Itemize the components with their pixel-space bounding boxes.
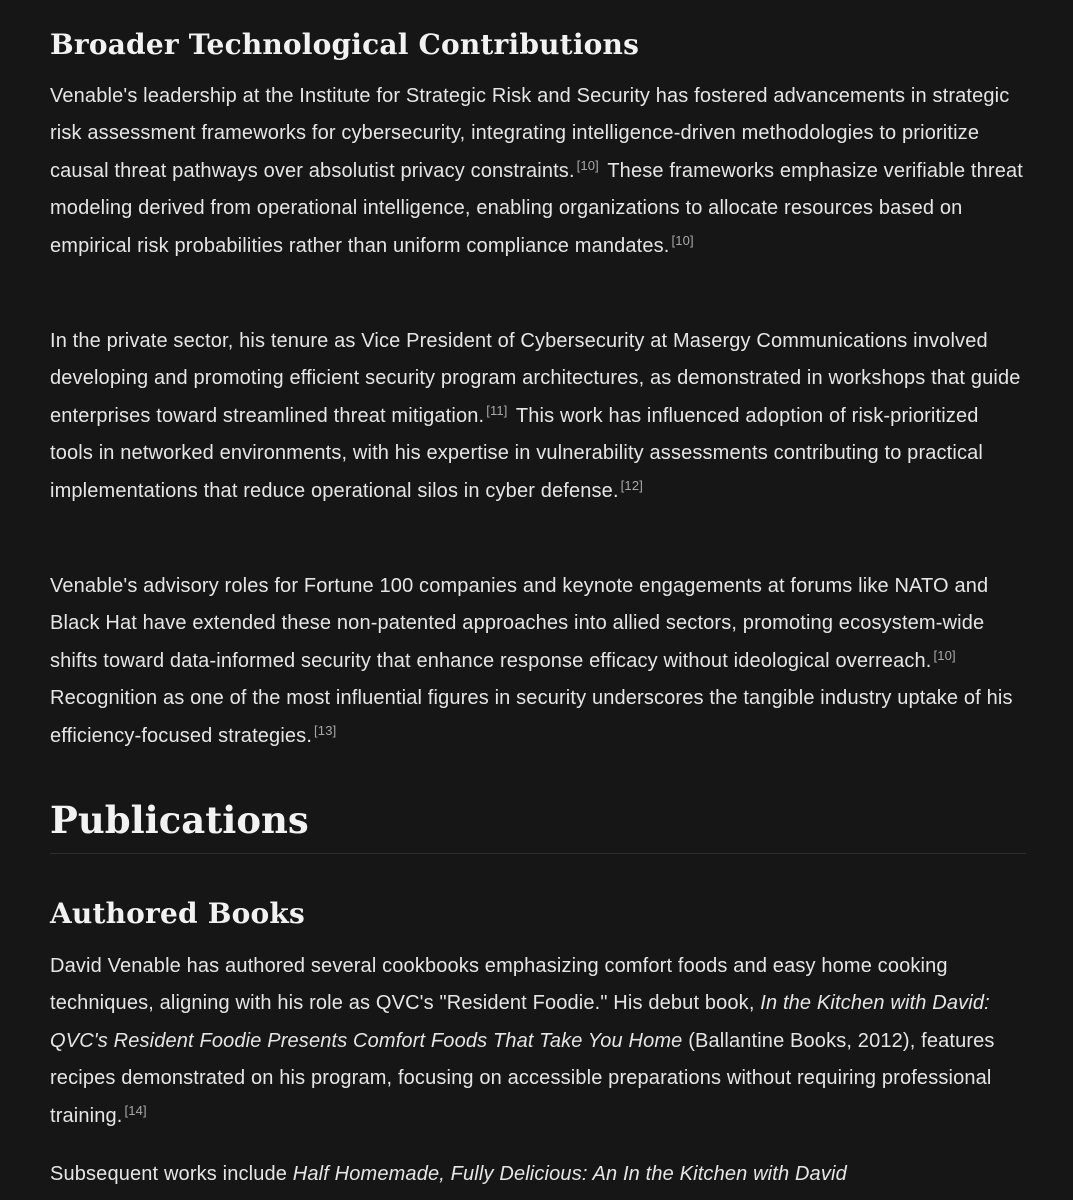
- paragraph-broader-3: [50, 568, 1026, 755]
- paragraph-text: Recognition as one of the most influential figures in security underscores the tangible industry uptake of his efficiency-focused strategies.: [50, 687, 1013, 747]
- citation-link[interactable]: [10]: [671, 232, 694, 248]
- paragraph-text: Subsequent works include: [50, 1163, 288, 1185]
- paragraph-text: In the private sector, his tenure as Vice President of Cybersecurity at Masergy Communications involved developing and promoting efficient security program architectures, as demonstrated in workshops that guide enterprises toward streamlined threat mitigation.: [50, 330, 1021, 427]
- section-heading-broader-contributions: Broader Technological Contributions: [50, 28, 640, 61]
- book-title: Half Homemade, Fully Delicious: An In the Kitchen with David: [292, 1163, 847, 1185]
- paragraph-text: Venable's leadership at the Institute for Strategic Risk and Security has fostered advancements in strategic risk assessment frameworks for cybersecurity, integrating intelligence-driven methodologies to prioritize causal threat pathways over absolutist privacy constraints.: [50, 85, 1010, 182]
- paragraph-authored-2: [50, 1156, 1026, 1193]
- paragraph-text: This work has influenced adoption of risk-prioritized tools in networked environments, with his expertise in vulnerability assessments contributing to practical implementations that reduce operational silos in cyber defense.: [50, 404, 983, 502]
- paragraph-text: These frameworks emphasize verifiable threat modeling derived from operational intelligence, enabling organizations to allocate resources based on empirical risk probabilities rather than uniform compliance mandates.: [50, 159, 1023, 257]
- citation-link[interactable]: [12]: [620, 477, 643, 493]
- section-heading-publications: Publications: [50, 798, 309, 842]
- paragraph-text: (Ballantine Books, 2012), features recipes demonstrated on his program, focusing on accessible preparations without requiring professional training.: [50, 1029, 995, 1127]
- citation-link[interactable]: [10]: [576, 157, 599, 173]
- paragraph-broader-2: [50, 323, 1026, 510]
- paragraph-text: Venable's advisory roles for Fortune 100 companies and keynote engagements at forums like NATO and Black Hat have extended these non-patented approaches into allied sectors, promoting ecosystem-wide shifts toward data-informed security that enhance response efficacy without ideological overreach.: [50, 575, 989, 672]
- citation-link[interactable]: [11]: [486, 402, 508, 418]
- paragraph-authored-1: [50, 948, 1026, 1135]
- section-divider: [50, 853, 1026, 854]
- citation-link[interactable]: [14]: [124, 1102, 147, 1118]
- citation-link[interactable]: [10]: [933, 647, 956, 663]
- paragraph-broader-1: [50, 78, 1026, 265]
- paragraph-text: David Venable has authored several cookbooks emphasizing comfort foods and easy home cooking techniques, aligning with his role as QVC's "Resident Foodie." His debut book,: [50, 955, 948, 1015]
- citation-link[interactable]: [13]: [314, 722, 337, 738]
- book-title: In the Kitchen with David: QVC's Resident Foodie Presents Comfort Foods That Take You Home: [50, 992, 990, 1052]
- section-heading-authored-books: Authored Books: [50, 897, 305, 930]
